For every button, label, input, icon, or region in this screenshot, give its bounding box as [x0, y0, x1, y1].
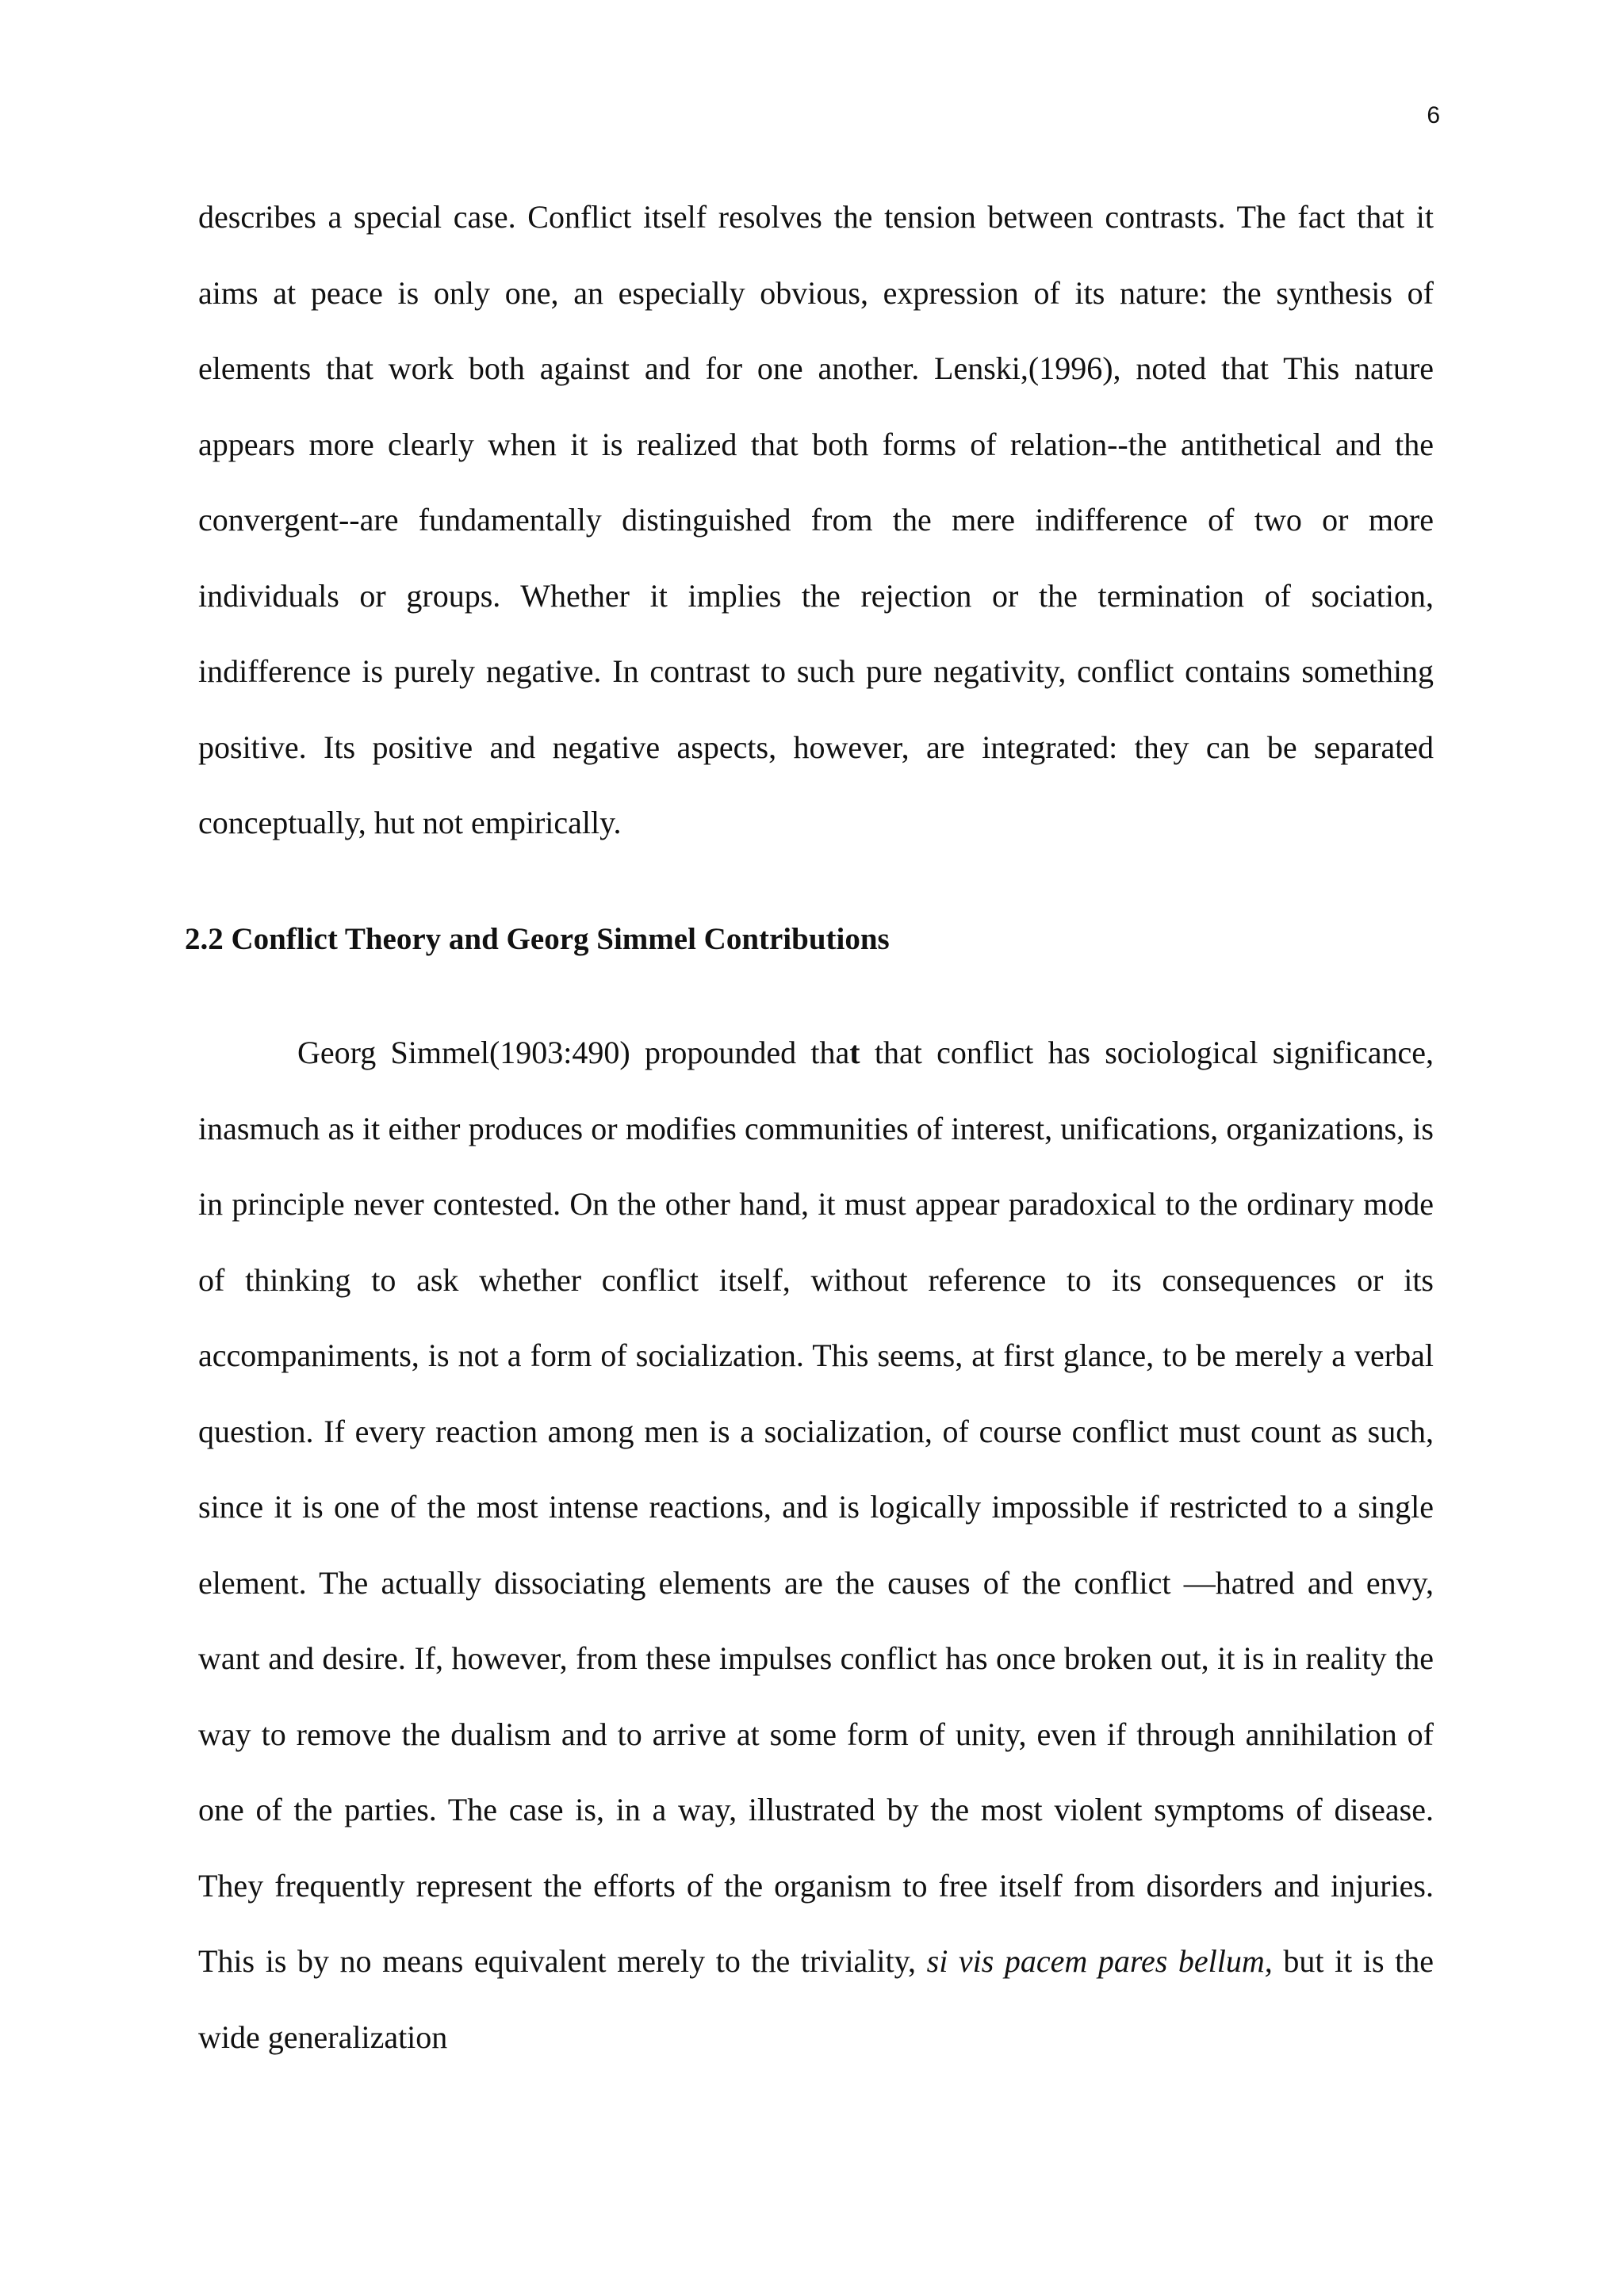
paragraph-2-text-3: but it is the wide generalization: [198, 1943, 1434, 2055]
page-number: 6: [1427, 102, 1440, 128]
paragraph-2-bold-char: t: [849, 1035, 860, 1070]
section-heading: 2.2 Conflict Theory and Georg Simmel Contributions: [185, 922, 890, 956]
paragraph-1: describes a special case. Conflict itself resolves the tension between contrasts. The fact that it aims at peace is only one, an especially obvious, expression of its nature: the synthesis of elements that work both against and for one another. Lenski,(1996), noted that This nature appears more clearly when it is realized that both forms of relation--the antithetical and the convergent--are fundamentally distinguished from the mere indifference of two or more individuals or groups. Whether it implies the rejection or the termination of sociation, indifference is purely negative. In contrast to such pure negativity, conflict contains something positive. Its positive and negative aspects, however, are integrated: they can be separated conceptually, hut not empirically.: [198, 199, 1434, 840]
paragraph-2: [198, 1015, 1434, 2075]
paragraph-2-text-2: that conflict has sociological significance, inasmuch as it either produces or modifies communities of interest, unifications, organizations, is in principle never contested. On the other hand, it must appear paradoxical to the ordinary mode of thinking to ask whether conflict itself, without reference to its consequences or its accompaniments, is not a form of socialization. This seems, at first glance, to be merely a verbal question. If every reaction among men is a socialization, of course conflict must count as such, since it is one of the most intense reactions, and is logically impossible if restricted to a single element. The actually dissociating elements are the causes of the conflict —hatred and envy, want and desire. If, however, from these impulses conflict has once broken out, it is in reality the way to remove the dualism and to arrive at some form of unity, even if through annihilation of one of the parties. The case is, in a way, illustrated by the most violent symptoms of disease. They frequently represent the efforts of the organism to free itself from disorders and injuries. This is by no means equivalent merely to the triviality,: [198, 1035, 1434, 1979]
latin-phrase: si vis pacem pares bellum,: [926, 1943, 1273, 1979]
paragraph-2-text-1: Georg Simmel(1903:490) propounded tha: [297, 1035, 850, 1070]
